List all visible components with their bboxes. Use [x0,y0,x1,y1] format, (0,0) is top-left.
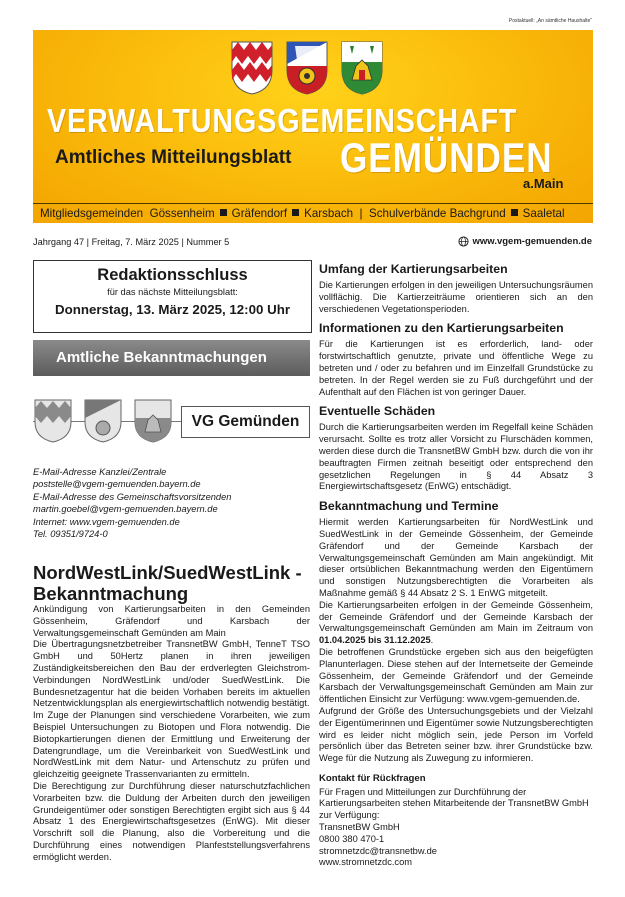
section-heading: Eventuelle Schäden [319,404,436,419]
section-bar-label: Amtliche Bekanntmachungen [56,349,267,366]
section-paragraph: Für die Kartierungen ist es erforderlich, land- oder forstwirtschaftlich genutzte, private und öffentliche Wege zu betreten und / oder zu befahren und im Einzelfall Grundstücke zu betreten. In der Regel werden sie zu Fuß durchgeführt und der Aufenthalt auf den Flächen ist von geringer Dauer. [319,339,593,397]
article-right-column [319,262,593,869]
masthead-subtitle: Amtliches Mitteilungsblatt [55,147,292,168]
contact-text: Für Fragen und Mitteilungen zur Durchführung der Kartierungsarbeiten stehen Mitarbeitende der TransnetBW GmbH zur Verfügung: [319,786,589,821]
school-unions-label: Schulverbände [369,207,447,220]
contact-block [33,466,231,540]
contact-phone: Tel. 09351/9724-0 [33,529,108,540]
period-end: . [430,635,434,646]
period-intro: Die Kartierungsarbeiten erfolgen in der Gemeinde Gössenheim, der Gemeinde Gräfendorf und der Gemeinde Karsbach der Verwaltungsgemeinschaft Gemünden am Main im Zeitraum von [319,599,593,634]
issue-info: Jahrgang 47 | Freitag, 7. März 2025 | Nummer 5 [33,237,230,247]
section-paragraph: Durch die Kartierungsarbeiten werden im Regelfall keine Schäden verursacht. Sollte es trotz aller Vorsicht zu Flurschäden kommen, werden diese durch die TransnetBW GmbH bzw. durch die von ihr beauftragten Firmen zeitnah beseitigt oder entsprechend den gesetzlichen Regelungen in § 44 Absatz 3 Energiewirtschaftsgesetz (EnWG) entschädigt. [319,422,593,492]
crest-goessenheim-gray-icon [33,398,73,444]
period-dates: 01.04.2025 bis 31.12.2025 [319,635,431,646]
contact-email-link[interactable]: poststelle@vgem-gemuenden.bayern.de [33,479,201,490]
deadline-title: Redaktionsschluss [97,266,248,284]
contact-internet[interactable]: Internet: www.vgem-gemuenden.de [33,516,180,527]
article-left-column [33,604,310,864]
contact-web-link[interactable]: www.stromnetzdc.com [319,857,412,868]
article-headline: NordWestLink/SuedWestLink - Bekanntmachung [33,562,302,604]
vg-row [33,398,310,444]
section-heading: Bekanntmachung und Termine [319,499,499,514]
crest-karsbach-icon [340,40,384,96]
masthead-title: VERWALTUNGSGEMEINSCHAFT [47,102,518,139]
masthead-town-suffix: a.Main [523,176,564,191]
section-paragraph: Die Kartierungen erfolgen in den jeweiligen Untersuchungsräumen vollflächig. Die Kartierzeiträume orientieren sich an den verschiedenen Vegetationsperioden. [319,280,593,314]
square-bullet-icon [220,209,227,216]
deadline-box [33,260,312,333]
deadline-date: Donnerstag, 13. März 2025, 12:00 Uhr [54,302,290,317]
section-heading: Umfang der Kartierungsarbeiten [319,262,508,276]
member-graefendorf: Gräfendorf [231,207,288,220]
school-union-bachgrund: Bachgrund [449,207,506,220]
website-link[interactable] [458,236,592,247]
contact-heading: Kontakt für Rückfragen [319,772,426,784]
article-paragraph: Die Übertragungsnetzbetreiber TransnetBW GmbH, TenneT TSO GmbH und 50Hertz planen in ihren jeweiligen Zuständigkeitsbereichen den Bau der erdverlegten Gleichstrom-Verbindungen NordWestLink und/oder SuedWestLink. Die Bundesnetzagentur hat die beiden Vorhaben bereits im aktuellen Netzentwicklungsplan als energiewirtschaftlich notwendig bestätigt. [33,639,310,709]
square-bullet-icon [511,209,518,216]
member-karsbach: Karsbach [304,207,354,220]
deadline-subtitle: für das nächste Mitteilungsblatt: [107,287,238,297]
square-bullet-icon [292,209,299,216]
section-paragraph: Die betroffenen Grundstücke ergeben sich aus den beigefügten Planunterlagen. Diese stehen auf der Internetseite der Gemeinde Gössenheim, der Gemeinde Gräfendorf und der Gemeinde Karsbach der Verwaltungsgemeinschaft Gemünden am Main zur öffentlichen Einsicht zur Verfügung: www.vgem-gemuenden.de. [319,646,593,705]
contact-email-link[interactable]: stromnetzdc@transnetbw.de [319,845,437,856]
section-paragraph: Aufgrund der Größe des Untersuchungsgebiets und der Vielzahl der Eigentümerinnen und Eigentümer sowie Nutzungsberechtigten wird es leider nicht möglich sein, jede Person im Vorfeld persönlich über das Betreten seiner bzw. ihrer Grundstücke bzw. Wege für die Nutzung als Zuwegung zu informieren. [319,705,593,764]
masthead-town: GEMÜNDEN [340,134,553,181]
globe-icon [458,236,469,247]
crest-karsbach-gray-icon [133,398,173,444]
members-prefix: Mitgliedsgemeinden [40,207,144,220]
member-municipalities [40,207,565,220]
article-paragraph: Die Berechtigung zur Durchführung dieser naturschutzfachlichen Vorarbeiten bzw. die Duldung der Arbeiten durch den jeweiligen Grundeigentümer oder sonstigen Berechtigten ergibt sich aus § 44 Absatz 1 des Energiewirtschaftsgesetzes (EnWG). Mit dieser Vorschrift soll die Planung, also die Vorbereitung und die Durchführung eines notwendigen Planfeststellungsverfahrens ermöglicht werden. [33,780,310,862]
crest-goessenheim-icon [230,40,274,96]
article-paragraph: Im Zuge der Planungen sind verschiedene Vorarbeiten, wie zum Beispiel Untersuchungen zu Biotopen und Flora notwendig. Die Biotopkartierungen dienen der Ermittlung und Erweiterung der Datengrundlage, um die Vereinbarkeit von SuedWestLink und NordWestLink mit dem Natur- und Artenschutz zu prüfen und gleichzeitig geeignete Trassenvarianten zu ermitteln. [33,710,310,780]
article-paragraph: Ankündigung von Kartierungsarbeiten in den Gemeinden Gössenheim, Gräfendorf und Karsbach der Verwaltungsgemeinschaft Gemünden am Main [33,604,310,638]
masthead-divider [33,203,593,204]
contact-email-link[interactable]: martin.goebel@vgem-gemuenden.bayern.de [33,504,218,515]
section-heading: Informationen zu den Kartierungsarbeiten [319,321,564,336]
contact-phone: 0800 380 470-1 [319,833,385,844]
postal-note: Postaktuell: „An sämtliche Haushalte“ [508,18,592,24]
vg-label: VG Gemünden [181,406,310,438]
crest-graefendorf-icon [285,40,329,96]
section-paragraph [319,600,593,647]
masthead-banner [33,30,593,223]
crest-graefendorf-gray-icon [83,398,123,444]
separator: | [359,207,363,220]
section-bar [33,340,310,376]
contact-line: E-Mail-Adresse Kanzlei/Zentrale [33,467,167,477]
section-paragraph: Hiermit werden Kartierungsarbeiten für NordWestLink und SuedWestLink in der Gemeinde Gössenheim, der Gemeinde Gräfendorf und der Gemeinde Karsbach der Verwaltungsgemeinschaft Gemünden am Main angekündigt. Mit dieser ortsüblichen Bekanntmachung werden den Eigentümern und sonstigen Nutzungsberechtigten die Vorarbeiten als Maßnahme gemäß § 44 Absatz 2 S. 1 EnWG mitgeteilt. [319,517,593,598]
website-text: www.vgem-gemuenden.de [472,236,592,247]
contact-line: E-Mail-Adresse des Gemeinschaftsvorsitzenden [33,491,232,502]
contact-company: TransnetBW GmbH [319,822,400,833]
school-union-saaletal: Saaletal [522,207,565,220]
member-goessenheim: Gössenheim [149,207,215,220]
